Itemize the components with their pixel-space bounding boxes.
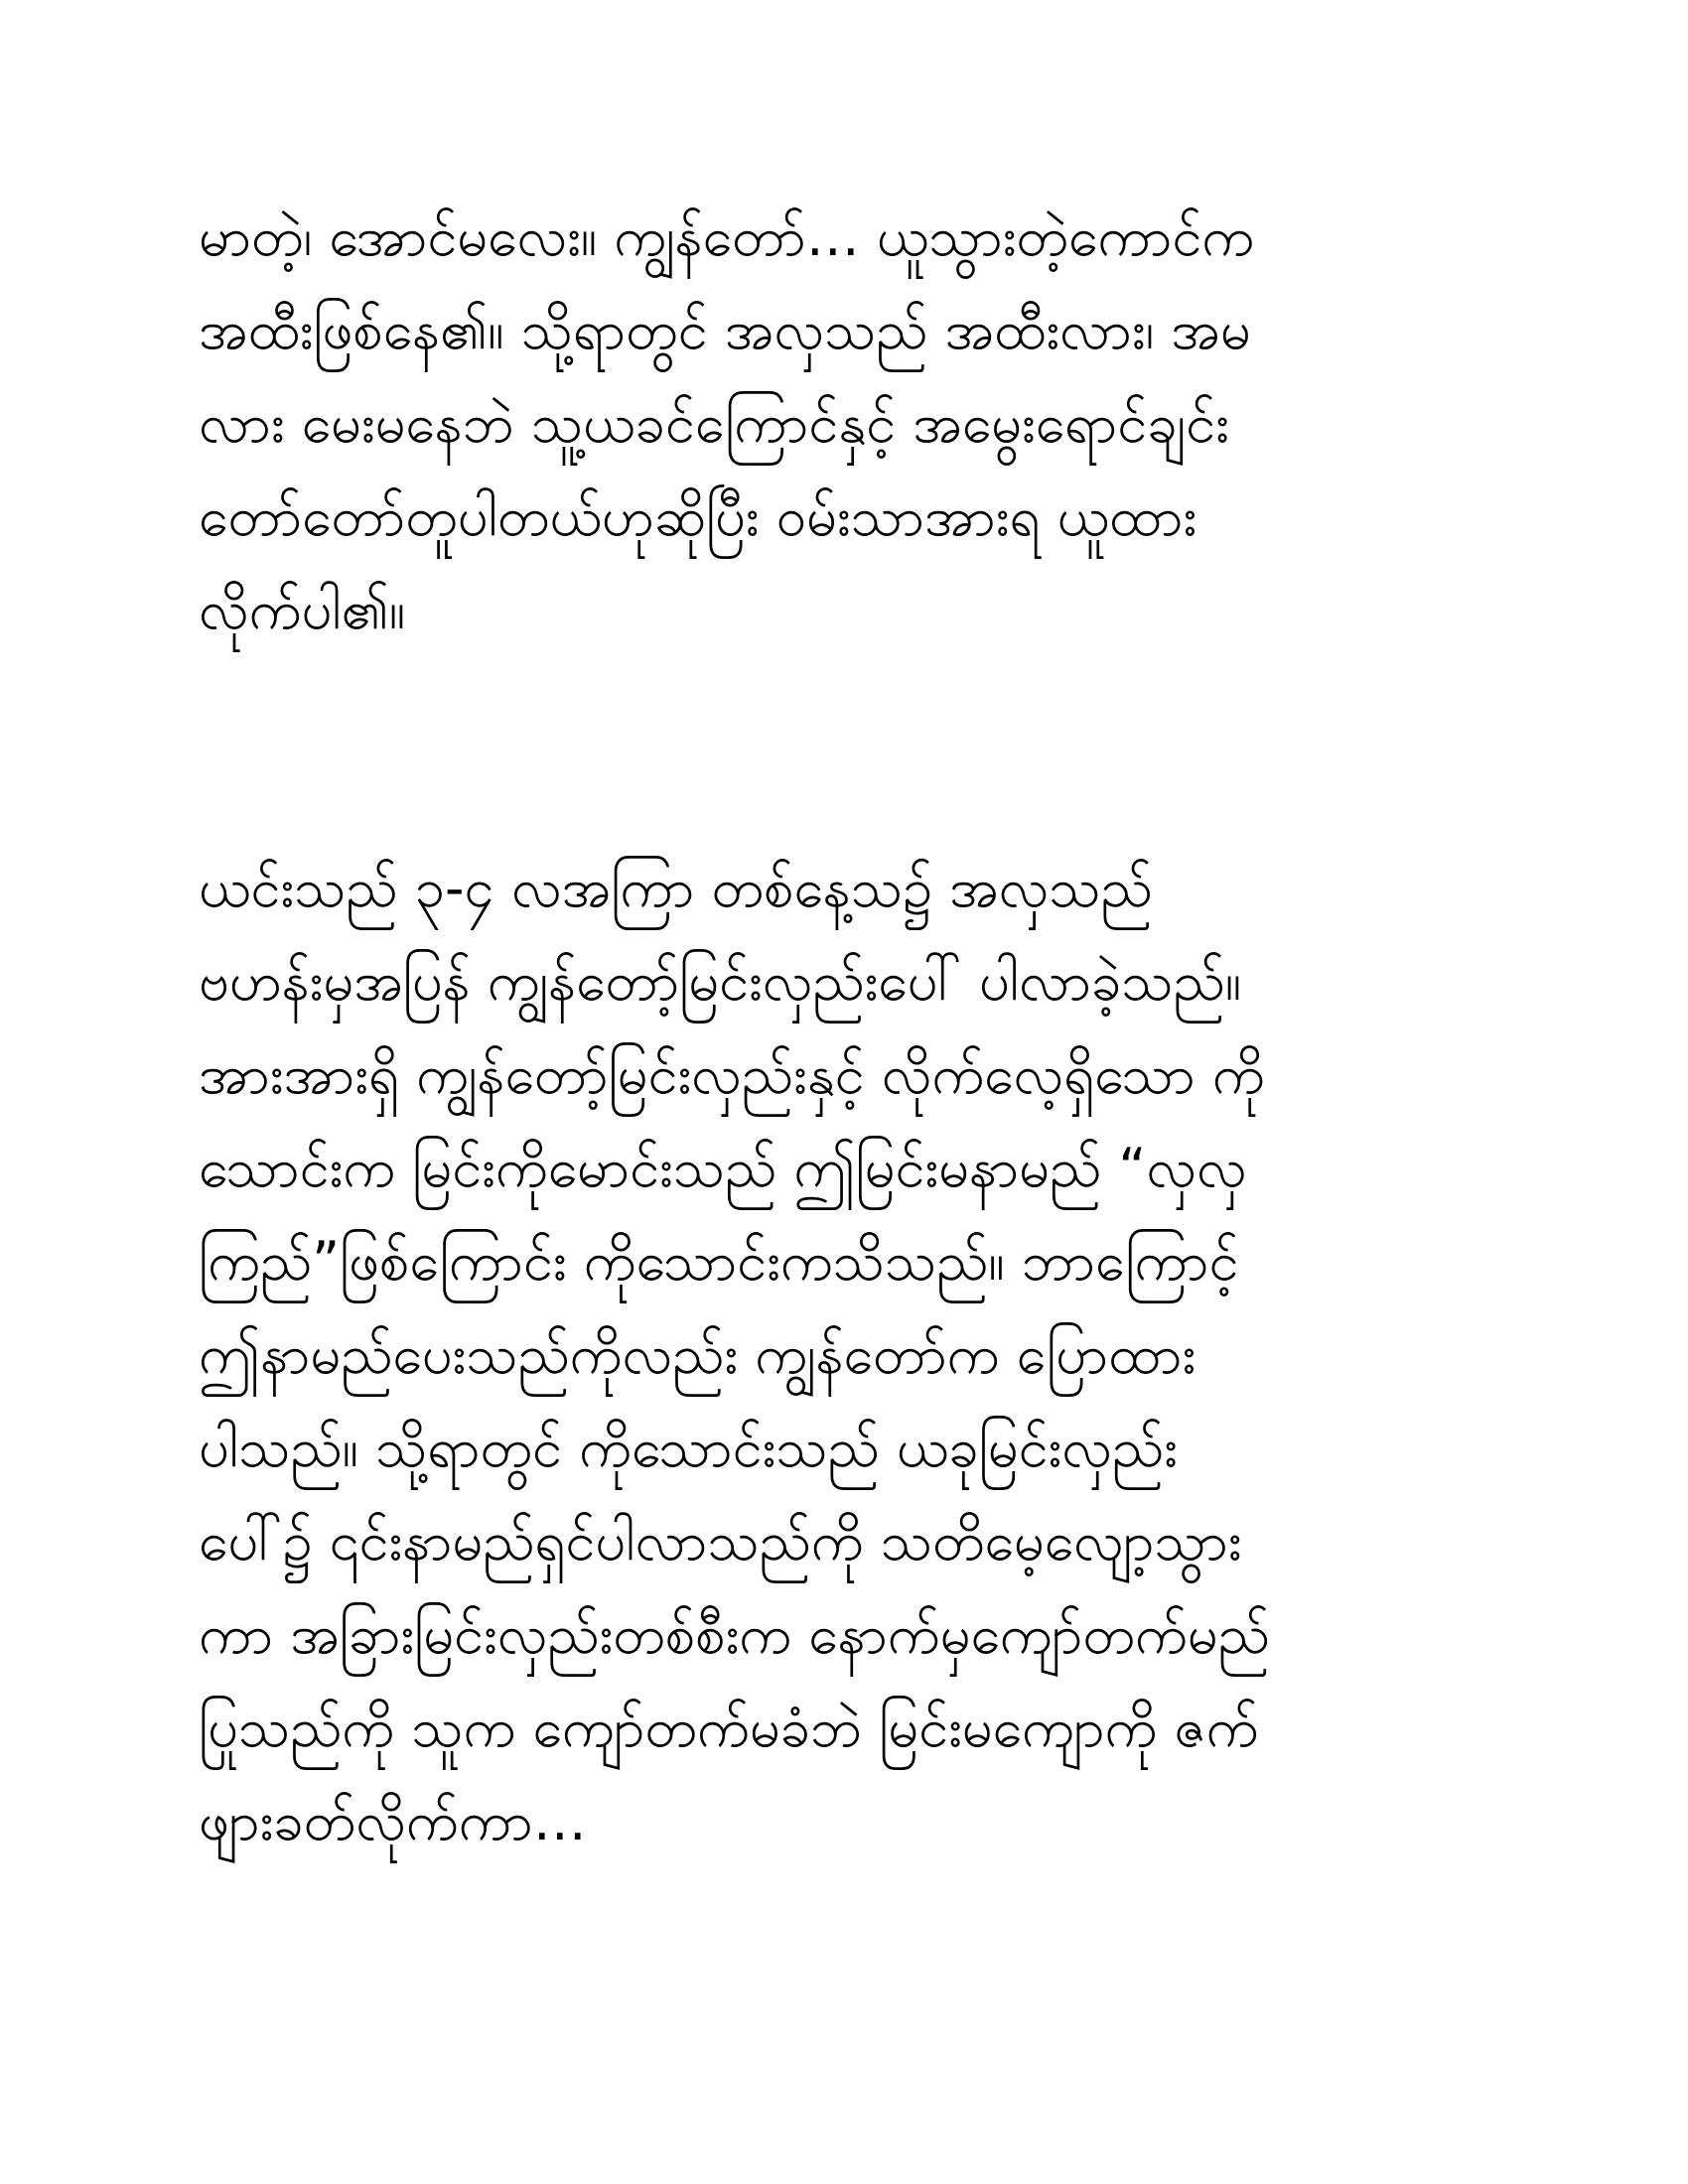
- text-line: ကြည်”ဖြစ်ကြောင်း ကိုသောင်းကသိသည်။ ဘာကြောင့်: [199, 1230, 1239, 1293]
- text-line: ပြုသည်ကို သူက ကျော်တက်မခံဘဲ မြင်းမကျောကို ဇက်: [199, 1697, 1259, 1759]
- text-line: ယင်းသည် ၃-၄ လအကြာ တစ်နေ့သ၌ အလှသည်: [199, 857, 1153, 919]
- text-line: ဗဟန်းမှအပြန် ကျွန်တော့်မြင်းလှည်းပေါ် ပါလာခဲ့သည်။: [199, 950, 1242, 1013]
- text-line: တော်တော်တူပါတယ်ဟုဆိုပြီး ဝမ်းသာအားရ ယူထား: [199, 485, 1197, 548]
- text-line: အားအားရှိ ကျွန်တော့်မြင်းလှည်းနှင့် လိုက်လေ့ရှိသော ကို: [199, 1043, 1265, 1106]
- paragraph-2: [199, 842, 1489, 1868]
- text-line: လိုက်ပါ၏။: [199, 579, 406, 641]
- text-line: ပါသည်။ သို့ရာတွင် ကိုသောင်းသည် ယခုမြင်းလှည်း: [199, 1417, 1178, 1479]
- text-line: ပေါ်၌ ၎င်းနာမည်ရှင်ပါလာသည်ကို သတိမေ့လျော့သွား: [199, 1510, 1242, 1572]
- document-page: [199, 191, 1489, 1868]
- paragraph-1: [199, 191, 1489, 657]
- text-line: လား မေးမနေဘဲ သူ့ယခင်ကြောင်နှင့် အမွေးရောင်ချင်း: [199, 392, 1229, 455]
- text-line: မာတဲ့၊ အောင်မလေး။ ကျွန်တော်… ယူသွားတဲ့ကောင်က: [199, 205, 1255, 268]
- text-line: သောင်းက မြင်းကိုမောင်းသည် ဤမြင်းမနာမည် “လှလှ: [199, 1137, 1247, 1199]
- text-line: ဖျားခတ်လိုက်ကာ…: [199, 1790, 587, 1852]
- text-line: ဤနာမည်ပေးသည်ကိုလည်း ကျွန်တော်က ပြောထား: [199, 1323, 1196, 1386]
- text-line: အထီးဖြစ်နေ၏။ သို့ရာတွင် အလှသည် အထီးလား၊ အမ: [199, 299, 1251, 361]
- text-line: ကာ အခြားမြင်းလှည်းတစ်စီးက နောက်မှကျော်တက်မည်: [199, 1603, 1270, 1666]
